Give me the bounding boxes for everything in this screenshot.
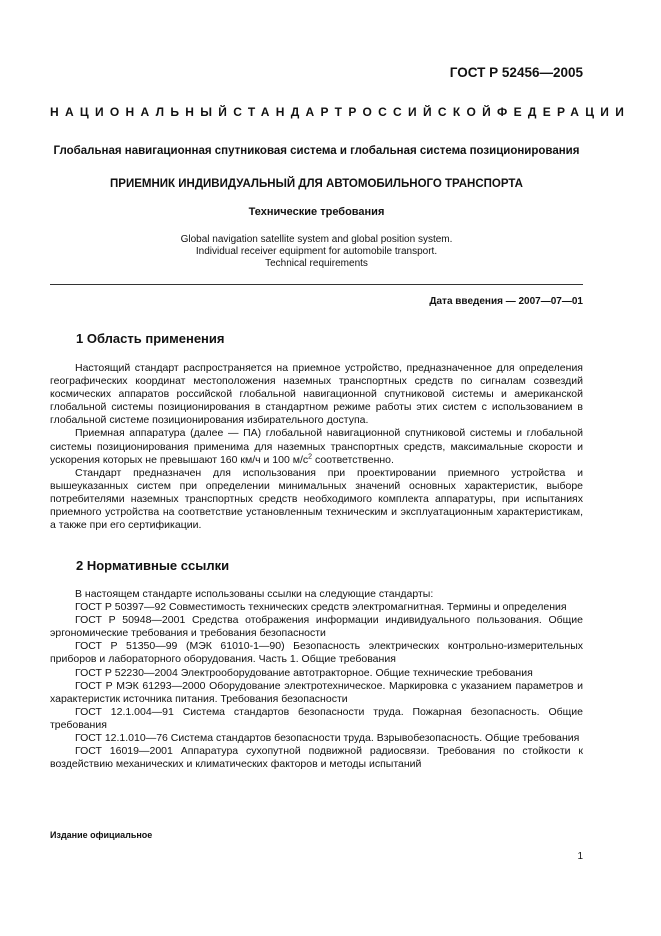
english-title-line: Global navigation satellite system and global position system. <box>180 234 453 245</box>
superscript: 2 <box>308 453 313 461</box>
section-2-heading: 2 Нормативные ссылки <box>76 558 230 573</box>
banner-word: НАЦИОНАЛЬНЫЙ <box>50 105 234 119</box>
paragraph: Настоящий стандарт распространяется на приемное устройство, предназначенное для определения географических координат местоположения наземных транспортных средств по сигналам созвездий космических аппаратов российской глобальной навигационной спутниковой системы и американской глобальной системы позиционирования в стандартном режиме работы этих систем с использованием в глобальной системе позиционирования избирательного доступа. <box>50 362 583 427</box>
page-number: 1 <box>577 851 583 862</box>
banner-word: ФЕДЕРАЦИИ <box>497 105 631 119</box>
title-divider <box>50 284 583 285</box>
banner-word: СТАНДАРТ <box>233 105 349 119</box>
document-subtitle: ПРИЕМНИК ИНДИВИДУАЛЬНЫЙ ДЛЯ АВТОМОБИЛЬНОГО ТРАНСПОРТА <box>110 178 523 190</box>
english-title <box>50 234 583 270</box>
reference-item: ГОСТ Р МЭК 61293—2000 Оборудование электротехническое. Маркировка с указанием параметров и характеристик источника питания. Требования безопасности <box>50 679 583 705</box>
english-title-line: Individual receiver equipment for automobile transport. <box>195 246 438 257</box>
reference-item: ГОСТ Р 52230—2004 Электрооборудование автотракторное. Общие технические требования <box>75 666 533 679</box>
section-1-body <box>50 362 583 532</box>
reference-item: ГОСТ 12.1.010—76 Система стандартов безопасности труда. Взрывобезопасность. Общие требования <box>75 732 580 745</box>
banner-word: РОССИЙСКОЙ <box>348 105 498 119</box>
reference-item: ГОСТ Р 50397—92 Совместимость технических средств электромагнитная. Термины и определения <box>75 601 567 614</box>
national-standard-banner <box>50 105 631 119</box>
document-requirements-title: Технические требования <box>248 206 385 218</box>
section-2-body <box>50 588 583 771</box>
introduction-date: Дата введения — 2007—07—01 <box>429 296 583 307</box>
official-edition-label: Издание официальное <box>50 830 153 840</box>
reference-item: ГОСТ 12.1.004—91 Система стандартов безопасности труда. Пожарная безопасность. Общие требования <box>50 705 583 731</box>
english-title-line: Technical requirements <box>265 258 368 269</box>
section-1-heading: 1 Область применения <box>76 331 225 346</box>
paragraph <box>50 427 583 466</box>
standard-number: ГОСТ Р 52456—2005 <box>449 65 583 80</box>
paragraph: Стандарт предназначен для использования при проектировании приемного устройства и вышеуказанных систем при определении минимальных значений основных характеристик, выборе потребителями наземных транспортных средств необходимого комплекта аппаратуры, при испытаниях приемного устройства на соответствие установленным техническим и эксплуатационным характеристикам, а также при его сертификации. <box>50 466 583 532</box>
paragraph-text: соответственно. <box>312 453 394 466</box>
reference-item: ГОСТ Р 50948—2001 Средства отображения информации индивидуального пользования. Общие эргономические требования и требования безопасности <box>50 614 583 640</box>
paragraph: В настоящем стандарте использованы ссылки на следующие стандарты: <box>75 588 434 600</box>
paragraph-text: Приемная аппаратура (далее — ПА) глобальной навигационной спутниковой системы и глобальной системы позиционирования применима для наземных транспортных средств, максимальные скорости и ускорения которых не превышают 160 км/ч и 100 м/с <box>50 427 583 466</box>
reference-item: ГОСТ Р 51350—99 (МЭК 61010-1—90) Безопасность электрических контрольно-измерительных приборов и лабораторного оборудования. Часть 1. Общие требования <box>50 640 583 666</box>
document-main-title: Глобальная навигационная спутниковая система и глобальная система позиционирования <box>53 145 580 157</box>
reference-item: ГОСТ 16019—2001 Аппаратура сухопутной подвижной радиосвязи. Требования по стойкости к воздействию механических и климатических факторов и методы испытаний <box>50 745 583 771</box>
